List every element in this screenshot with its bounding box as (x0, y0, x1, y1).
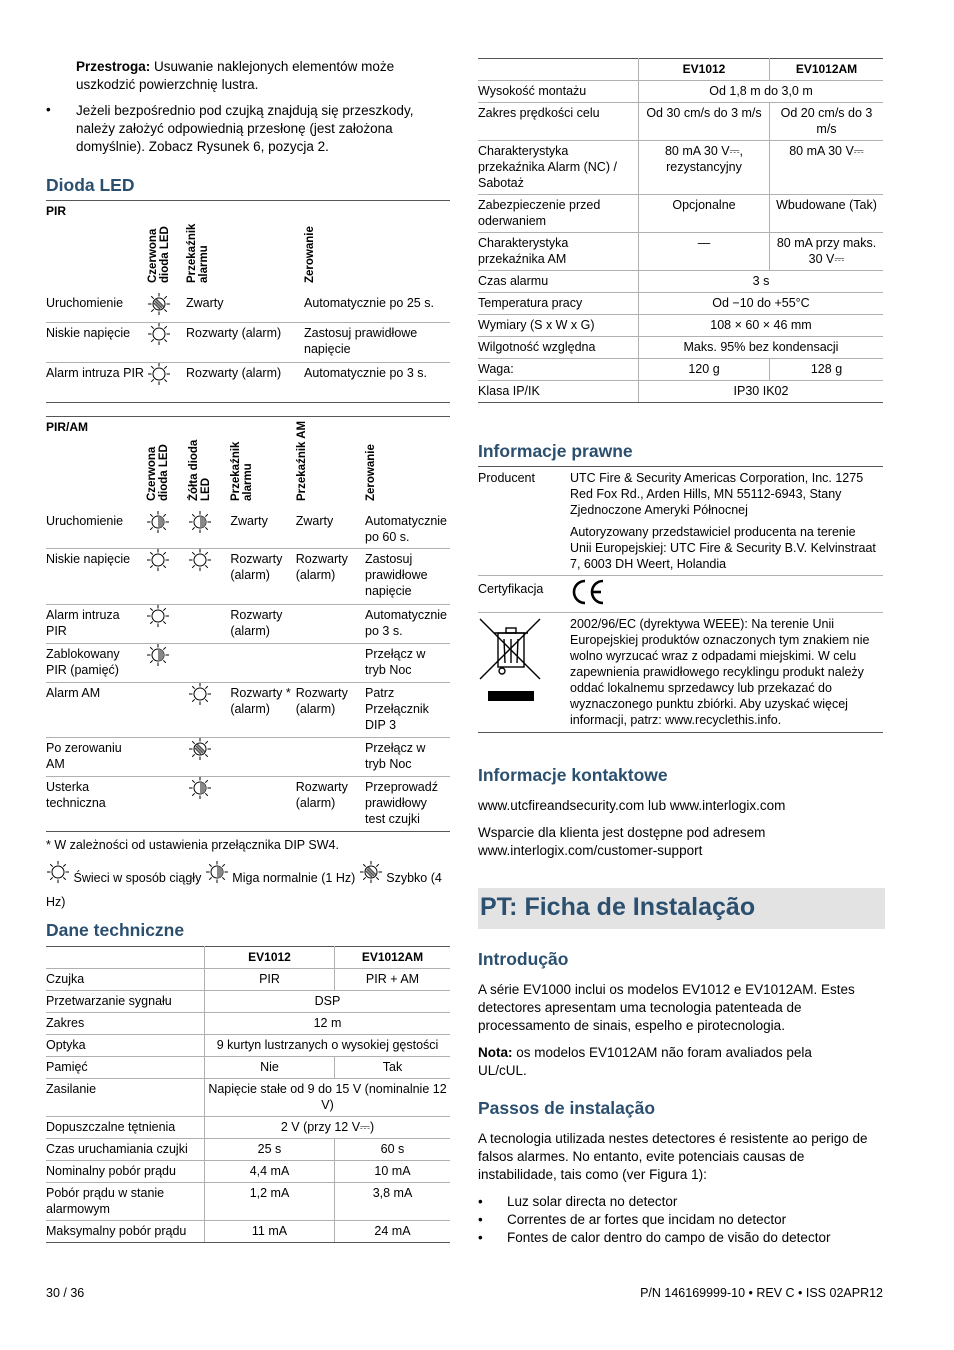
footnote: * W zależności od ustawienia przełącznika DIP SW4. (46, 838, 339, 852)
spanned-value: IP30 IK02 (639, 381, 884, 403)
bullet-item (46, 102, 450, 156)
pt-section-banner (478, 888, 885, 929)
col-red-led: Czerwona dioda LED (147, 226, 171, 283)
led-table-header (46, 417, 450, 511)
table-row (46, 644, 450, 683)
row-label: Zablokowany PIR (pamięć) (46, 644, 146, 683)
section-title-legal: Informacje prawne (478, 441, 633, 461)
row-label: Czujka (46, 969, 205, 991)
relay-state (230, 777, 295, 832)
bullet-text: Jeżeli bezpośrednio pod czujką znajdują się przeszkody, należy założyć odpowiednią przesłonę (jest założona domyślnie). Zobacz Rysunek 6, pozycja 2. (76, 103, 414, 154)
table-row (46, 1161, 450, 1183)
steps-list (478, 1193, 883, 1247)
led-steady-icon (146, 548, 170, 572)
led-steady-icon (146, 604, 170, 628)
reset-action: Automatycznie po 60 s. (365, 511, 450, 549)
contact-line-2: Wsparcie dla klienta jest dostępne pod adresem www.interlogix.com/customer-support (478, 825, 766, 858)
weee-bin-icon (478, 617, 542, 703)
table-row (46, 1117, 450, 1139)
cert-label: Certyfikacja (478, 582, 544, 596)
row-label: Alarm intruza PIR (46, 605, 146, 644)
am-relay-state (296, 605, 365, 644)
relay-state: Rozwarty (alarm) (186, 323, 304, 363)
row-label: Pamięć (46, 1057, 205, 1079)
led-table-header (46, 201, 450, 293)
table-row (478, 315, 883, 337)
table-row (46, 969, 450, 991)
relay-state (230, 644, 295, 683)
row-label: Pobór prądu w stanie alarmowym (46, 1183, 205, 1221)
list-item: • Correntes de ar fortes que incidam no detector (478, 1211, 883, 1229)
col-reset: Zerowanie (365, 444, 378, 501)
spanned-value: 2 V (przy 12 V⎓) (205, 1117, 451, 1139)
value-ev1012am: 24 mA (335, 1221, 451, 1243)
section-title-contact: Informacje kontaktowe (478, 765, 668, 785)
row-label: Usterka techniczna (46, 777, 146, 832)
value-ev1012am: Wbudowane (Tak) (770, 195, 884, 233)
led-steady-icon (147, 322, 171, 346)
reset-action: Przełącz w tryb Noc (365, 644, 450, 683)
reset-action: Automatycznie po 3 s. (304, 363, 450, 403)
am-relay-state: Rozwarty (alarm) (296, 549, 365, 605)
warning-paragraph (76, 58, 446, 94)
relay-state: Zwarty (230, 511, 295, 549)
table-row (478, 81, 883, 103)
table-row (46, 323, 450, 363)
led-table-pir (46, 200, 450, 403)
value-ev1012: PIR (205, 969, 335, 991)
row-label: Dopuszczalne tętnienia (46, 1117, 205, 1139)
table-row (478, 337, 883, 359)
row-label: Alarm AM (46, 683, 146, 738)
row-label: Waga: (478, 359, 639, 381)
reset-action: Automatycznie po 3 s. (365, 605, 450, 644)
value-ev1012am: 80 mA przy maks. 30 V⎓ (770, 233, 884, 271)
value-ev1012am: 60 s (335, 1139, 451, 1161)
table-row (46, 293, 450, 323)
table-row (478, 141, 883, 195)
table-row (46, 991, 450, 1013)
spanned-value: Maks. 95% bez kondensacji (639, 337, 884, 359)
spanned-value: 12 m (205, 1013, 451, 1035)
value-ev1012: 80 mA 30 V⎓, rezystancyjny (639, 141, 770, 195)
led-normal-icon (188, 776, 212, 800)
relay-state: Rozwarty (alarm) (230, 549, 295, 605)
col-ev1012: EV1012 (205, 947, 335, 969)
am-relay-state: Zwarty (296, 511, 365, 549)
reset-action: Zastosuj prawidłowe napięcie (304, 323, 450, 363)
row-label: Zakres (46, 1013, 205, 1035)
contact-line-1: www.utcfireandsecurity.com lub www.interlogix.com (478, 798, 786, 813)
table-row (46, 1183, 450, 1221)
section-title-steps: Passos de instalação (478, 1098, 656, 1118)
table-row (46, 1035, 450, 1057)
row-label: Alarm intruza PIR (46, 363, 147, 403)
reset-action: Automatycznie po 25 s. (304, 293, 450, 323)
row-label: Wymiary (S x W x G) (478, 315, 639, 337)
spanned-value: 9 kurtyn lustrzanych o wysokiej gęstości (205, 1035, 451, 1057)
row-label: Niskie napięcie (46, 549, 146, 605)
row-label: Nominalny pobór prądu (46, 1161, 205, 1183)
legend-normal: Miga normalnie (1 Hz) (232, 871, 356, 885)
row-label: Charakterystyka przekaźnika Alarm (NC) / Sabotaż (478, 141, 639, 195)
weee-text: 2002/96/EC (dyrektywa WEEE): Na terenie Unii Europejskiej produktów oznaczonych tym znakiem nie wolno wyrzucać wraz z odpadami miejskimi. W celu zapewnienia prawidłowego recyklingu produkt należy oddać lokalnemu sprzedawcy lub przekazać do wyznaczonego punktu zbiórki. Aby uzyskać więcej informacji, patrz: www.recyclethis.info. (570, 613, 883, 733)
relay-state: Rozwarty (alarm) (186, 363, 304, 403)
table-row (46, 1013, 450, 1035)
value-ev1012am: Od 20 cm/s do 3 m/s (770, 103, 884, 141)
am-relay-state: Rozwarty (alarm) (296, 683, 365, 738)
legend-steady: Świeci w sposób ciągły (73, 871, 202, 885)
tech-data-table (46, 946, 450, 1243)
warning-label: Przestroga: (76, 59, 151, 74)
value-ev1012am: PIR + AM (335, 969, 451, 991)
note-label: Nota: (478, 1045, 513, 1060)
representative-text: Autoryzowany przedstawiciel producenta na terenie Unii Europejskiej: UTC Fire & Security B.V. Kelvinstraat 7, 6003 DH Weert, Holandia (570, 525, 876, 571)
spanned-value: DSP (205, 991, 451, 1013)
section-title-intro: Introdução (478, 949, 569, 969)
value-ev1012: Nie (205, 1057, 335, 1079)
table-row (46, 777, 450, 832)
row-label: Uruchomienie (46, 293, 147, 323)
pt-title: PT: Ficha de Instalação (480, 893, 756, 921)
value-ev1012am: 3,8 mA (335, 1183, 451, 1221)
value-ev1012: Od 30 cm/s do 3 m/s (639, 103, 770, 141)
relay-state: Rozwarty (alarm) (230, 605, 295, 644)
spanned-value: 3 s (639, 271, 884, 293)
table-row (46, 738, 450, 777)
row-label: Zakres prędkości celu (478, 103, 639, 141)
list-item: • Luz solar directa no detector (478, 1193, 883, 1211)
reset-action: Patrz Przełącznik DIP 3 (365, 683, 450, 738)
relay-state: Rozwarty * (alarm) (230, 683, 295, 738)
led-steady-icon (46, 860, 70, 884)
bullet-glyph: • (46, 102, 51, 117)
led-normal-icon (188, 510, 212, 534)
note-paragraph (478, 1044, 848, 1080)
table-row (46, 1079, 450, 1117)
table-row (46, 1139, 450, 1161)
table-row (46, 605, 450, 644)
led-table-label: PIR/AM (46, 420, 88, 434)
led-legend (46, 860, 450, 909)
led-fast-icon (188, 737, 212, 761)
table-row (478, 233, 883, 271)
led-normal-icon (146, 510, 170, 534)
row-label: Zabezpieczenie przed oderwaniem (478, 195, 639, 233)
table-row (46, 683, 450, 738)
note-text: os modelos EV1012AM não foram avaliados pela UL/cUL. (478, 1045, 812, 1078)
am-relay-state (296, 644, 365, 683)
reset-action: Przełącz w tryb Noc (365, 738, 450, 777)
value-ev1012am: 80 mA 30 V⎓ (770, 141, 884, 195)
tech-data-table-continued (478, 58, 883, 403)
producer-label: Producent (478, 471, 535, 485)
row-label: Zasilanie (46, 1079, 205, 1117)
row-label: Po zerowaniu AM (46, 738, 146, 777)
col-red-led: Czerwona dioda LED (145, 444, 170, 501)
intro-text: A série EV1000 inclui os modelos EV1012 e EV1012AM. Estes detectores apresentam uma tecnologia patenteada de processamento de sinais, espelho e pirotecnologia. (478, 982, 855, 1033)
row-label: Wilgotność względna (478, 337, 639, 359)
col-alarm-relay: Przekaźnik alarmu (186, 223, 210, 283)
value-ev1012am: Tak (335, 1057, 451, 1079)
row-label: Maksymalny pobór prądu (46, 1221, 205, 1243)
row-label: Uruchomienie (46, 511, 146, 549)
legal-row-producer (478, 467, 883, 576)
am-relay-state (296, 738, 365, 777)
table-row (46, 549, 450, 605)
warning-text: Usuwanie naklejonych elementów może uszkodzić powierzchnię lustra. (76, 59, 395, 92)
spanned-value: 108 × 60 × 46 mm (639, 315, 884, 337)
led-steady-icon (188, 682, 212, 706)
row-label: Wysokość montażu (478, 81, 639, 103)
legend-fast: Szybko (4 Hz) (46, 871, 442, 909)
row-label: Optyka (46, 1035, 205, 1057)
spanned-value: Od 1,8 m do 3,0 m (639, 81, 884, 103)
led-fast-icon (147, 292, 171, 316)
table-row (478, 293, 883, 315)
table-row (46, 511, 450, 549)
value-ev1012: 11 mA (205, 1221, 335, 1243)
section-title-dane: Dane techniczne (46, 920, 185, 940)
led-table-piram (46, 416, 450, 832)
value-ev1012: 1,2 mA (205, 1183, 335, 1221)
legal-row-cert (478, 576, 883, 613)
row-label: Czas alarmu (478, 271, 639, 293)
list-item: • Fontes de calor dentro do campo de visão do detector (478, 1229, 883, 1247)
legal-row-weee (478, 613, 883, 733)
col-yellow-led: Żółta dioda LED (188, 439, 213, 501)
col-ev1012am: EV1012AM (335, 947, 451, 969)
relay-state: Zwarty (186, 293, 304, 323)
relay-state (230, 738, 295, 777)
row-label: Niskie napięcie (46, 323, 147, 363)
producer-text: UTC Fire & Security Americas Corporation, Inc. 1275 Red Fox Rd., Arden Hills, MN 55112-6943, Stany Zjednoczone Ameryki Północnej (570, 471, 864, 517)
row-label: Przetwarzanie sygnału (46, 991, 205, 1013)
led-steady-icon (147, 362, 171, 386)
value-ev1012: Opcjonalne (639, 195, 770, 233)
value-ev1012: 120 g (639, 359, 770, 381)
col-reset: Zerowanie (304, 226, 316, 283)
spanned-value: Napięcie stałe od 9 do 15 V (nominalnie 12 V) (205, 1079, 451, 1117)
steps-text: A tecnologia utilizada nestes detectores é resistente ao perigo de falsos alarmes. No entanto, evite potenciais causas de instabilidade, tais como (ver Figura 1): (478, 1131, 868, 1182)
page-number: 30 / 36 (46, 1286, 85, 1300)
legal-table (478, 466, 883, 733)
row-label: Czas uruchamiania czujki (46, 1139, 205, 1161)
table-row (478, 271, 883, 293)
ce-mark-icon (570, 579, 606, 605)
col-am-relay: Przekaźnik AM (295, 420, 308, 501)
col-alarm-relay: Przekaźnik alarmu (230, 441, 255, 501)
spanned-value: Od −10 do +55°C (639, 293, 884, 315)
led-table-label: PIR (46, 204, 67, 218)
row-label: Temperatura pracy (478, 293, 639, 315)
table-header (46, 947, 450, 969)
led-normal-icon (146, 643, 170, 667)
table-header (478, 59, 883, 81)
row-label: Charakterystyka przekaźnika AM (478, 233, 639, 271)
table-row (478, 103, 883, 141)
value-ev1012am: 128 g (770, 359, 884, 381)
led-steady-icon (188, 548, 212, 572)
reset-action: Zastosuj prawidłowe napięcie (365, 549, 450, 605)
reset-action: Przeprowadź prawidłowy test czujki (365, 777, 450, 832)
table-row (46, 1221, 450, 1243)
table-row (478, 195, 883, 233)
led-normal-icon (205, 860, 229, 884)
table-row (478, 381, 883, 403)
row-label: Klasa IP/IK (478, 381, 639, 403)
table-row (478, 359, 883, 381)
section-title-dioda: Dioda LED (46, 175, 135, 195)
led-fast-icon (359, 860, 383, 884)
value-ev1012: — (639, 233, 770, 271)
col-ev1012am: EV1012AM (770, 59, 884, 81)
value-ev1012: 25 s (205, 1139, 335, 1161)
table-row (46, 363, 450, 403)
part-number: P/N 146169999-10 • REV C • ISS 02APR12 (640, 1286, 883, 1300)
value-ev1012: 4,4 mA (205, 1161, 335, 1183)
table-row (46, 1057, 450, 1079)
am-relay-state: Rozwarty (alarm) (296, 777, 365, 832)
col-ev1012: EV1012 (639, 59, 770, 81)
value-ev1012am: 10 mA (335, 1161, 451, 1183)
